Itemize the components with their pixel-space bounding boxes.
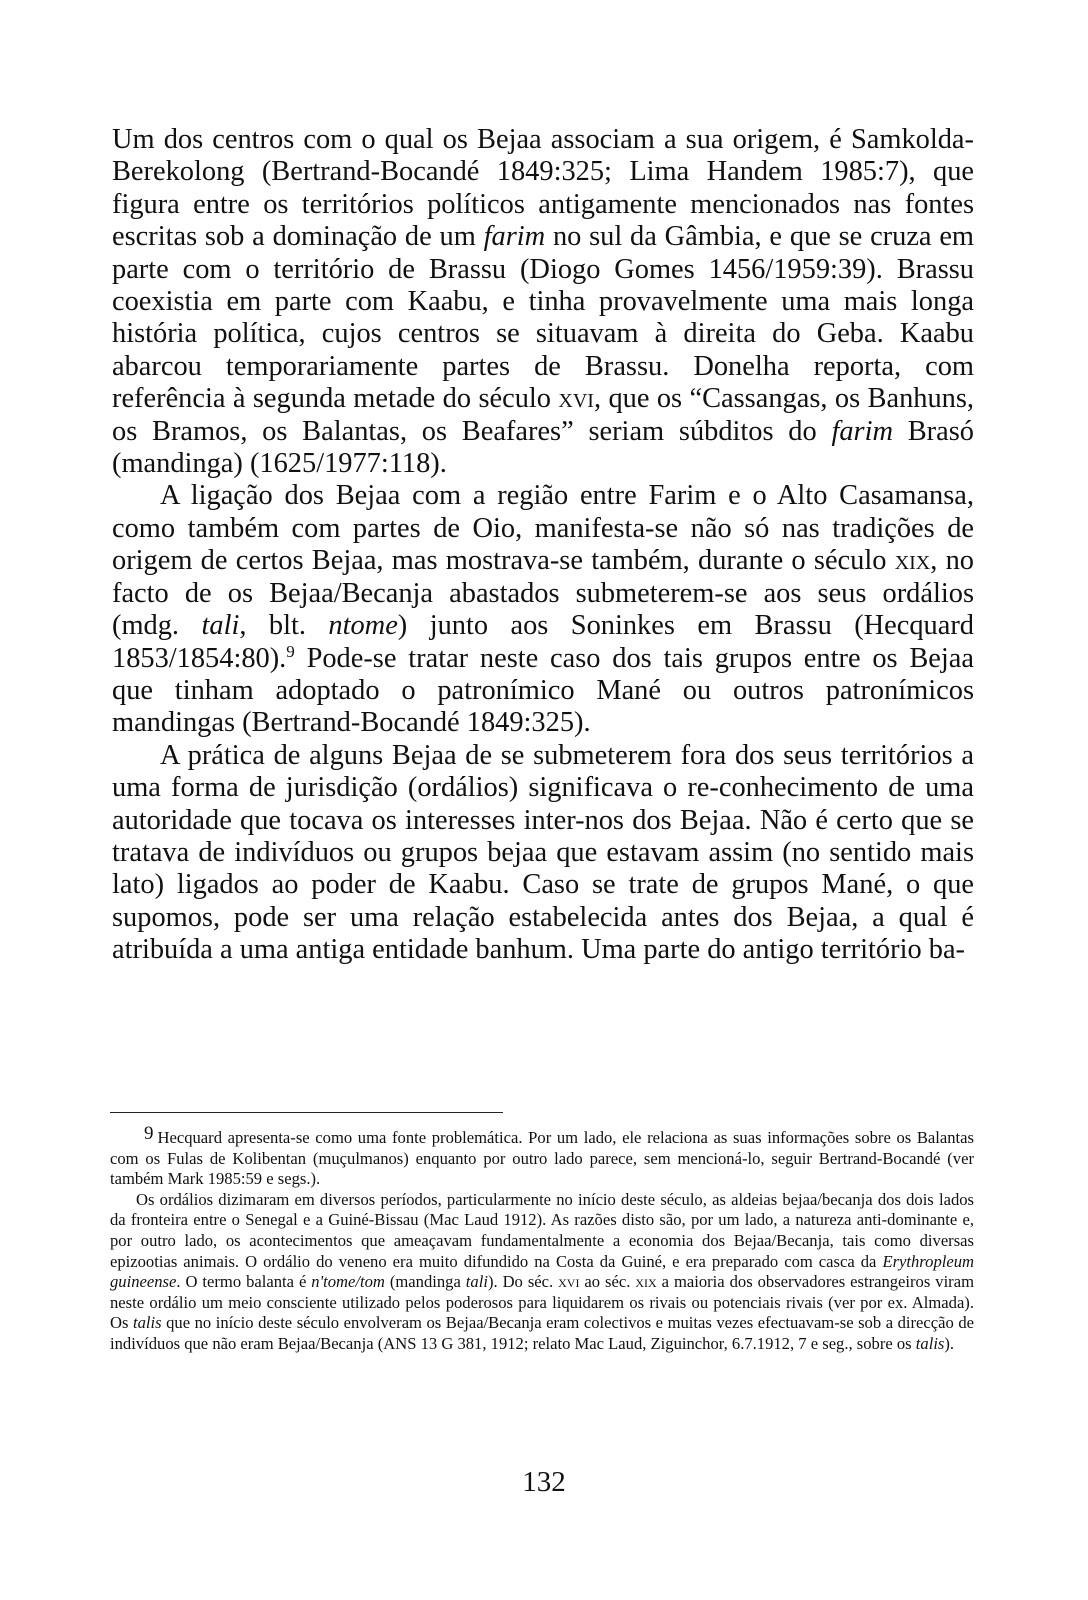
text-run: Pode-se tratar neste caso dos tais grupos entre os Bejaa que tinham adoptado o patronímico Mané ou outros patronímicos mandingas (Bertrand-Bocandé 1849:325).: [112, 642, 974, 739]
text-run: , blt.: [239, 610, 329, 642]
main-text: [112, 124, 974, 967]
text-run: ) junto aos Soninkes em Brassu (Hecquard 1853/1854:80).: [112, 610, 975, 674]
footnote-paragraph-2: [110, 1190, 974, 1355]
century-numeral: xvi: [558, 383, 594, 415]
italic-term: tali: [201, 610, 240, 642]
footnotes: [110, 1123, 974, 1355]
text-run: no sul da Gâmbia, e que se cruza em parte com o território de Brassu (Diogo Gomes 1456/1959:39). Brassu coexistia em parte com Kaabu, e tinha provavelmente uma mais longa história política, cujos centros se situavam à direita do Geba. Kaabu abarcou temporariamente partes de Brassu. Donelha reporta, com referência à segunda metade do século: [112, 221, 975, 415]
footnote-number: 9: [144, 1123, 154, 1144]
text-run: que no início deste século envolveram os Bejaa/Becanja eram colectivos e muitas vezes efectuavam-se sob a direcção de indivíduos que não eram Bejaa/Becanja (ANS 13 G 381, 1912; relato Mac Laud, Ziguinchor, 6.7.1912, 7 e seg., sobre os: [110, 1313, 974, 1353]
paragraph-2: [112, 480, 974, 739]
text-run: A prática de alguns Bejaa de se submeterem fora dos seus territórios a uma forma de jurisdição (ordálios) significava o re-conhecimento de uma autoridade que tocava os interesses inter-nos dos Bejaa. Não é certo que se tratava de indivíduos ou grupos bejaa que estavam assim (no sentido mais lato) ligados ao poder de Kaabu. Caso se trate de grupos Mané, o que supomos, pode ser uma relação estabelecida antes dos Bejaa, a qual é atribuída a uma antiga entidade banhum. Uma parte do antigo território ba-: [112, 739, 974, 966]
century-numeral: xvi: [558, 1272, 580, 1292]
italic-term: talis: [132, 1313, 162, 1333]
italic-term: talis: [915, 1333, 945, 1353]
paragraph-3: [112, 740, 974, 967]
italic-term: farim: [483, 221, 546, 253]
text-run: . O termo balanta é: [176, 1272, 312, 1292]
text-run: (mandinga: [384, 1272, 466, 1292]
text-run: , que os “Cassangas, os Banhuns, os Bramos, os Balantas, os Beafares” seriam súbditos do: [112, 383, 974, 447]
italic-term: tali: [465, 1272, 488, 1292]
text-run: Os ordálios dizimaram em diversos períodos, particularmente no início deste século, as aldeias bejaa/becanja dos dois lados da fronteira entre o Senegal e a Guiné-Bissau (Mac Laud 1912). As razões disto são, por um lado, a natureza anti-dominante e, por outro lado, os acontecimentos que ameaçavam fundamentalmente a economia dos Bejaa/Becanja, tais como diversas epizootias animais. O ordálio do veneno era muito difundido na Costa da Guiné, e era preparado com casca da: [110, 1189, 974, 1271]
text-run: ).: [944, 1333, 955, 1353]
footnote-paragraph-1: [110, 1123, 974, 1190]
text-run: A ligação dos Bejaa com a região entre Farim e o Alto Casamansa, como também com partes de Oio, manifesta-se não só nas tradições de origem de certos Bejaa, mas mostrava-se também, durante o século: [112, 480, 974, 577]
text-run: Hecquard apresenta-se como uma fonte problemática. Por um lado, ele relaciona as suas informações sobre os Balantas com os Fulas de Kolibentan (muçulmanos) enquanto por outro lado parece, sem mencioná-lo, seguir Bertrand-Bocandé (ver também Mark 1985:59 e segs.).: [110, 1128, 974, 1189]
text-run: Brasó (mandinga) (1625/1977:118).: [112, 415, 974, 480]
italic-term: n'tome/tom: [311, 1272, 385, 1292]
italic-term: Erythropleum guineense: [110, 1251, 974, 1292]
italic-term: ntome: [328, 610, 398, 642]
text-run: , no facto de os Bejaa/Becanja abastados submeterem-se aos seus ordálios (mdg.: [112, 545, 974, 642]
paragraph-1: [112, 124, 974, 480]
text-run: ). Do séc.: [487, 1272, 559, 1292]
italic-term: farim: [831, 415, 893, 447]
text-run: a maioria dos observadores estrangeiros viram neste ordálio um meio consciente utilizado pelos poderosos para liquidarem os rivais ou potenciais rivais (ver por ex. Almada). Os: [110, 1272, 974, 1333]
century-numeral: xix: [894, 545, 931, 577]
page-number: 132: [522, 1466, 566, 1498]
text-run: ao séc.: [579, 1272, 636, 1292]
text-run: Um dos centros com o qual os Bejaa associam a sua origem, é Samkolda-Berekolong (Bertrand-Bocandé 1849:325; Lima Handem 1985:7), que figura entre os territórios políticos antigamente mencionados nas fontes escritas sob a dominação de um: [112, 124, 974, 253]
footnote-reference[interactable]: 9: [286, 641, 295, 661]
century-numeral: xix: [635, 1272, 657, 1292]
footnote-separator: [110, 1112, 503, 1113]
